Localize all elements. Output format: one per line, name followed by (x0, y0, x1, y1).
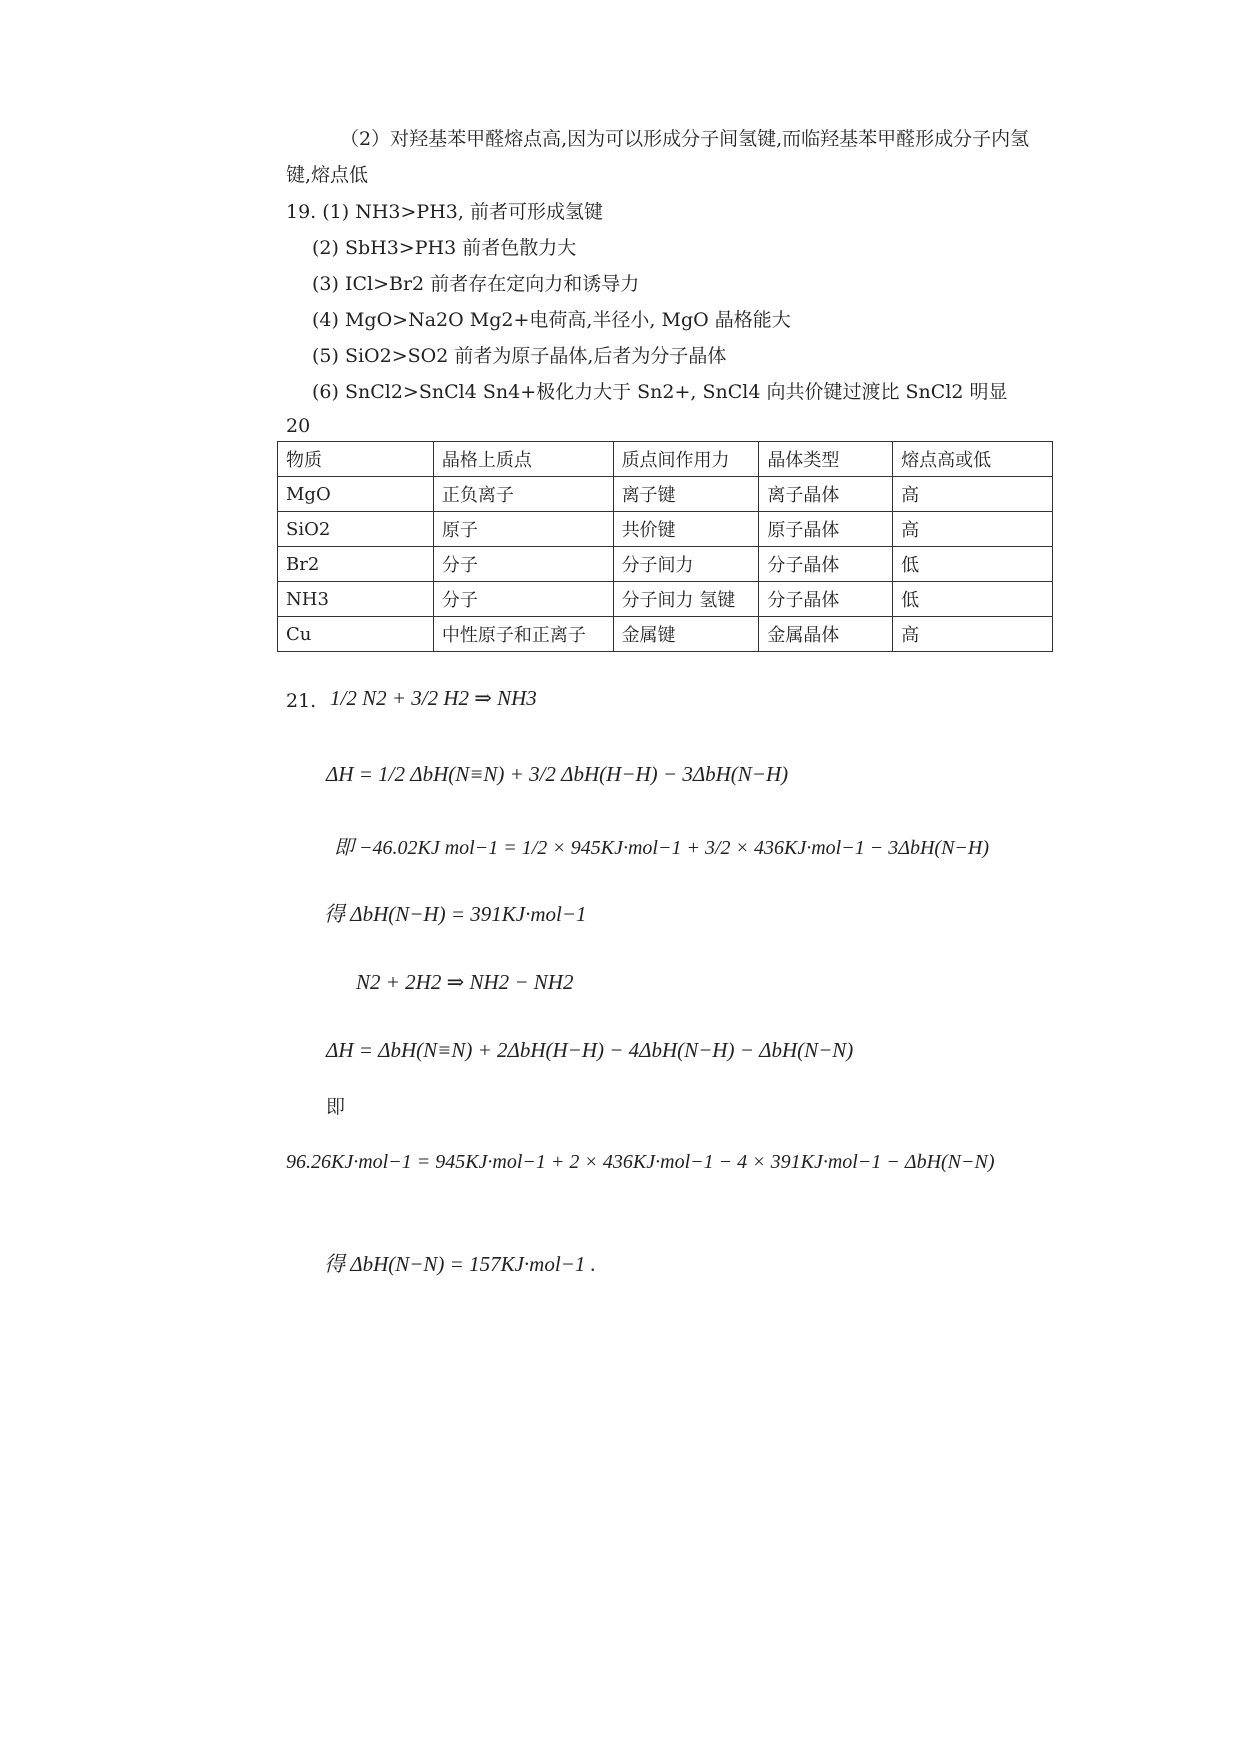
q21-eq4: 得 ΔbH(N−H) = 391KJ·mol−1 (324, 902, 587, 926)
crystal-table (277, 441, 1053, 652)
table-cell: Br2 (278, 547, 434, 582)
header-cell: 熔点高或低 (893, 442, 1053, 477)
table-cell: 共价键 (613, 512, 759, 547)
q19-label: (1) (322, 201, 350, 223)
table-cell: 中性原子和正离子 (433, 617, 613, 652)
table-cell: 正负离子 (433, 477, 613, 512)
q19-line-4 (312, 309, 791, 332)
q21-eq1: 1/2 N2 + 3/2 H2 ⇒ NH3 (330, 686, 537, 710)
q21-eq8: 96.26KJ·mol−1 = 945KJ·mol−1 + 2 × 436KJ·mol−1 − 4 × 391KJ·mol−1 − ΔbH(N−N) (286, 1151, 995, 1173)
table-row (278, 512, 1053, 547)
q21-eq3: 即 −46.02KJ mol−1 = 1/2 × 945KJ·mol−1 + 3/2 × 436KJ·mol−1 − 3ΔbH(N−H) (334, 837, 990, 859)
q21-eq7: 即 (326, 1096, 346, 1118)
table-cell: 高 (893, 617, 1053, 652)
table-cell: 分子晶体 (759, 582, 893, 617)
table-cell: 原子 (433, 512, 613, 547)
table-cell: 离子键 (613, 477, 759, 512)
q19-reason: 前者色散力大 (462, 237, 577, 259)
table-cell: 分子晶体 (759, 547, 893, 582)
q19-line-6 (312, 381, 1008, 404)
table-row (278, 582, 1053, 617)
q21-eq9: 得 ΔbH(N−N) = 157KJ·mol−1 . (324, 1252, 596, 1276)
q21-eq6: ΔH = ΔbH(N≡N) + 2ΔbH(H−H) − 4ΔbH(N−H) − ΔbH(N−N) (326, 1038, 854, 1062)
q19-compare: SiO2>SO2 (344, 345, 449, 367)
table-row (278, 547, 1053, 582)
header-cell: 质点间作用力 (613, 442, 759, 477)
q19-line-1 (286, 201, 603, 224)
q19-line-3 (312, 273, 639, 296)
q18-line1: （2）对羟基苯甲醛熔点高,因为可以形成分子间氢键,而临羟基苯甲醛形成分子内氢 (340, 128, 1030, 150)
q21-eq2: ΔH = 1/2 ΔbH(N≡N) + 3/2 ΔbH(H−H) − 3ΔbH(N−H) (326, 762, 789, 786)
table-row (278, 477, 1053, 512)
q19-compare: ICl>Br2 (344, 273, 425, 295)
q19-label: (2) (312, 237, 339, 259)
q19-label: (3) (312, 273, 339, 295)
q19-line-5 (312, 345, 726, 368)
q19-label: (6) (312, 381, 339, 403)
table-cell: 分子间力 (613, 547, 759, 582)
q19-compare: SnCl2>SnCl4 (344, 381, 477, 403)
table-row (278, 617, 1053, 652)
q19-compare: SbH3>PH3 (344, 237, 457, 259)
table-cell: 离子晶体 (759, 477, 893, 512)
table-header-row (278, 442, 1053, 477)
q19-compare: NH3>PH3, (355, 201, 464, 223)
q19-compare: MgO>Na2O (344, 309, 464, 331)
table-cell: NH3 (278, 582, 434, 617)
q19-reason: Sn4+极化力大于 Sn2+, SnCl4 向共价键过渡比 SnCl2 明显 (482, 381, 1008, 403)
table-cell: 低 (893, 582, 1053, 617)
table-cell: 原子晶体 (759, 512, 893, 547)
table-cell: 金属晶体 (759, 617, 893, 652)
header-cell: 晶体类型 (759, 442, 893, 477)
table-cell: 分子 (433, 582, 613, 617)
q19-number: 19. (286, 201, 317, 223)
q19-reason: 前者可形成氢键 (469, 201, 603, 223)
q19-reason: 前者为原子晶体,后者为分子晶体 (454, 345, 727, 367)
table-cell: 分子 (433, 547, 613, 582)
table-cell: 分子间力 氢键 (613, 582, 759, 617)
q21-number: 21. (286, 690, 317, 712)
q19-reason: Mg2+电荷高,半径小, MgO 晶格能大 (469, 309, 791, 331)
q20-number: 20 (286, 415, 311, 437)
table-cell: 高 (893, 477, 1053, 512)
q18-line2: 键,熔点低 (286, 164, 369, 186)
table-cell: MgO (278, 477, 434, 512)
q19-label: (5) (312, 345, 339, 367)
q19-label: (4) (312, 309, 339, 331)
table-cell: SiO2 (278, 512, 434, 547)
q21-eq5: N2 + 2H2 ⇒ NH2 − NH2 (356, 970, 574, 994)
table-cell: Cu (278, 617, 434, 652)
q19-reason: 前者存在定向力和诱导力 (430, 273, 640, 295)
table-cell: 低 (893, 547, 1053, 582)
header-cell: 物质 (278, 442, 434, 477)
table-cell: 高 (893, 512, 1053, 547)
table-cell: 金属键 (613, 617, 759, 652)
q19-line-2 (312, 237, 576, 260)
header-cell: 晶格上质点 (433, 442, 613, 477)
